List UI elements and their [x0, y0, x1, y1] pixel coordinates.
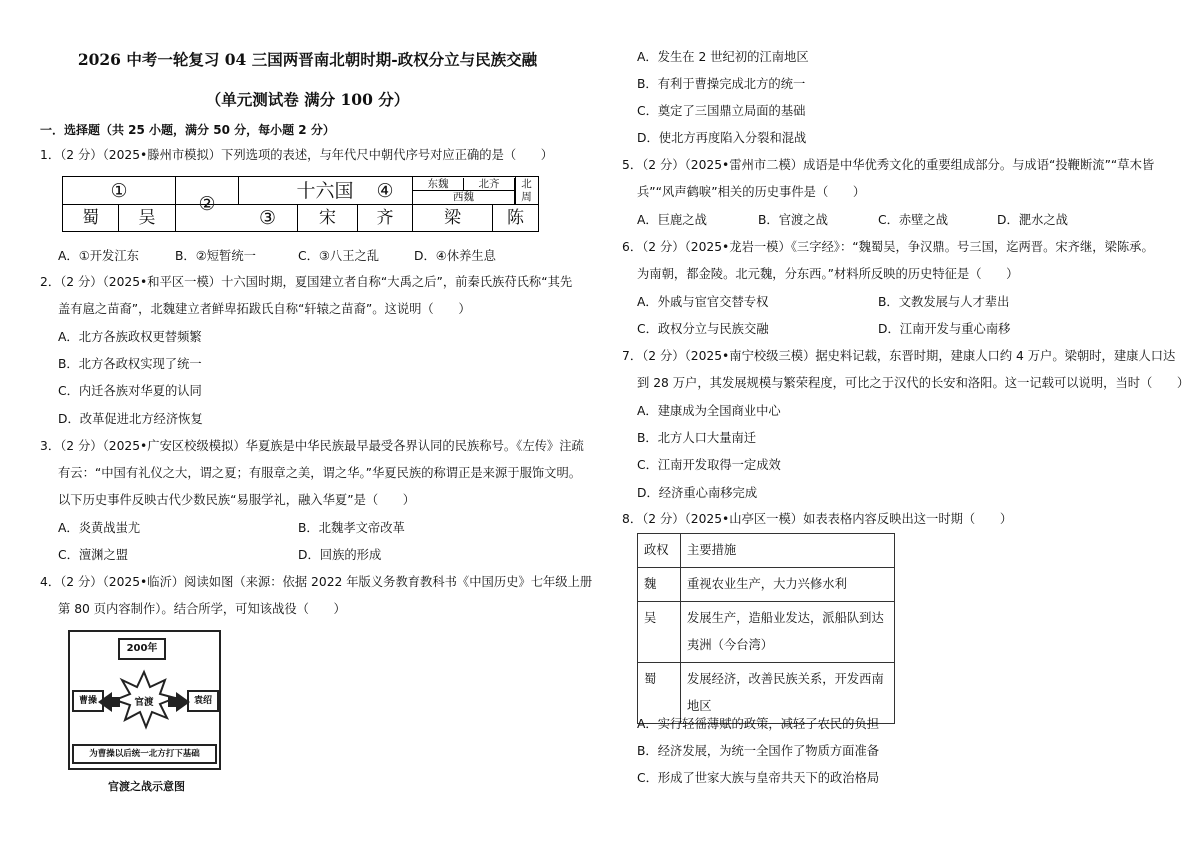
map-bottom-label: 为曹操以后统一北方打下基础: [72, 744, 217, 764]
q4-option-d[interactable]: D．使北方再度陷入分裂和混战: [637, 131, 807, 145]
table-header-measures: 主要措施: [681, 534, 895, 568]
timeline-cell-wu: 吴: [119, 204, 176, 231]
q6-option-d[interactable]: D．江南开发与重心南移: [878, 322, 1011, 336]
timeline-cell-beiqi: 北齐: [464, 178, 515, 191]
battle-map-image: [68, 630, 221, 770]
q3-option-c[interactable]: C．澶渊之盟: [58, 548, 129, 562]
question-2-stem-2: 盖有扈之苗裔”，北魏建立者鲜卑拓跋氏自称“轩辕之苗裔”。这说明（ ）: [58, 302, 471, 316]
timeline-cell-zhou: 周: [521, 191, 532, 203]
map-year: 200年: [118, 638, 166, 660]
q6-option-b[interactable]: B．文教发展与人才辈出: [878, 295, 1010, 309]
timeline-cell-qi: 齐: [358, 204, 413, 231]
q4-option-b[interactable]: B．有利于曹操完成北方的统一: [637, 77, 806, 91]
q3-option-b[interactable]: B．北魏孝文帝改革: [298, 521, 405, 535]
timeline-cell-dongwei: 东魏: [413, 178, 464, 191]
q4-option-c[interactable]: C．奠定了三国鼎立局面的基础: [637, 104, 806, 118]
table-cell-wei-measures: 重视农业生产，大力兴修水利: [681, 568, 895, 602]
timeline-cell-2: ②: [198, 193, 216, 215]
question-6-stem-1: 6．（2 分）（2025•龙岩一模）《三字经》：“魏蜀吴，争汉鼎。号三国，迄两晋。宋齐继，梁陈承。: [622, 240, 1154, 254]
page-title: 2026 中考一轮复习 04 三国两晋南北朝时期-政权分立与民族交融: [77, 50, 538, 69]
timeline-cell-chen: 陈: [507, 208, 524, 228]
q8-option-b[interactable]: B．经济发展，为统一全国作了物质方面准备: [637, 744, 880, 758]
q7-option-a[interactable]: A．建康成为全国商业中心: [637, 404, 781, 418]
q2-option-c[interactable]: C．内迁各族对华夏的认同: [58, 384, 202, 398]
question-1-stem: 1．（2 分）（2025•滕州市模拟）下列选项的表述，与年代尺中朝代序号对应正确的是（ ）: [40, 148, 554, 162]
q7-option-d[interactable]: D．经济重心南移完成: [637, 486, 758, 500]
timeline-cell-shu: 蜀: [63, 204, 119, 231]
table-cell-wu-measures: 发展生产，造船业发达，派船队到达夷洲（今台湾）: [681, 602, 895, 663]
q1-option-c[interactable]: C．③八王之乱: [298, 249, 380, 263]
q3-option-d[interactable]: D．回族的形成: [298, 548, 382, 562]
table-cell-shu: 蜀: [638, 663, 681, 724]
measures-table: [637, 533, 895, 724]
map-right-label: 袁绍: [187, 690, 219, 712]
map-caption: 官渡之战示意图: [108, 780, 185, 793]
timeline-cell-song: 宋: [298, 204, 358, 231]
q6-option-c[interactable]: C．政权分立与民族交融: [637, 322, 769, 336]
question-4-stem-1: 4．（2 分）（2025•临沂）阅读如图（来源：依据 2022 年版义务教育教科书《中国历史》七年级上册: [40, 575, 593, 589]
timeline-cell-4: ④: [358, 177, 413, 204]
timeline-cell-liang: 梁: [413, 204, 493, 231]
question-6-stem-2: 为南朝，都金陵。北元魏，分东西。”材料所反映的历史特征是（ ）: [637, 267, 1019, 281]
map-center-label: 官渡: [134, 697, 154, 708]
question-5-stem-1: 5．（2 分）（2025•雷州市二模）成语是中华优秀文化的重要组成部分。与成语“投鞭断流”“草木皆: [622, 158, 1155, 172]
question-7-stem-2: 到 28 万户，其发展规模与繁荣程度，可比之于汉代的长安和洛阳。这一记载可以说明，当时（ ）: [637, 376, 1190, 390]
question-7-stem-1: 7．（2 分）（2025•南宁校级三模）据史料记载，东晋时期，建康人口约 4 万户。梁朝时，建康人口达: [622, 349, 1176, 363]
q2-option-d[interactable]: D．改革促进北方经济恢复: [58, 412, 203, 426]
q5-option-c[interactable]: C．赤壁之战: [878, 213, 949, 227]
q1-option-b[interactable]: B．②短暂统一: [175, 249, 256, 263]
question-8-stem: 8．（2 分）（2025•山亭区一模）如表表格内容反映出这一时期（ ）: [622, 512, 1013, 526]
timeline-cell-xiwei: 西魏: [413, 191, 515, 204]
table-cell-wei: 魏: [638, 568, 681, 602]
q4-option-a[interactable]: A．发生在 2 世纪初的江南地区: [637, 50, 809, 64]
table-cell-wu: 吴: [638, 602, 681, 663]
q6-option-a[interactable]: A．外戚与宦官交替专权: [637, 295, 769, 309]
q2-option-b[interactable]: B．北方各政权实现了统一: [58, 357, 202, 371]
question-4-stem-2: 第 80 页内容制作）。结合所学，可知该战役（ ）: [58, 602, 346, 616]
q1-option-d[interactable]: D．④休养生息: [414, 249, 496, 263]
q2-option-a[interactable]: A．北方各族政权更替频繁: [58, 330, 202, 344]
q5-option-a[interactable]: A．巨鹿之战: [637, 213, 707, 227]
q7-option-c[interactable]: C．江南开发取得一定成效: [637, 458, 781, 472]
timeline-table: [62, 176, 539, 232]
q1-option-a[interactable]: A．①开发江东: [58, 249, 139, 263]
q3-option-a[interactable]: A．炎黄战蚩尤: [58, 521, 141, 535]
question-5-stem-2: 兵”“风声鹤唳”相关的历史事件是（ ）: [637, 185, 866, 199]
timeline-cell-3: ③: [238, 204, 298, 231]
timeline-cell-bei: 北: [521, 178, 532, 190]
table-header-regime: 政权: [638, 534, 681, 568]
section-heading: 一．选择题（共 25 小题，满分 50 分，每小题 2 分）: [40, 123, 335, 137]
map-left-label: 曹操: [72, 690, 104, 712]
q8-option-a[interactable]: A．实行轻徭薄赋的政策，减轻了农民的负担: [637, 717, 880, 731]
page-subtitle: （单元测试卷 满分 100 分）: [205, 90, 410, 109]
question-3-stem-1: 3．（2 分）（2025•广安区校级模拟）华夏族是中华民族最早最受各界认同的民族称号。《左传》注疏: [40, 439, 584, 453]
question-2-stem-1: 2．（2 分）（2025•和平区一模）十六国时期，夏国建立者自称“大禹之后”，前秦氏族苻氏称“其先: [40, 275, 573, 289]
q5-option-d[interactable]: D．淝水之战: [997, 213, 1068, 227]
q5-option-b[interactable]: B．官渡之战: [758, 213, 828, 227]
table-cell-shu-measures: 发展经济，改善民族关系，开发西南地区: [681, 663, 895, 724]
q7-option-b[interactable]: B．北方人口大量南迁: [637, 431, 757, 445]
question-3-stem-3: 以下历史事件反映古代少数民族“易服学礼，融入华夏”是（ ）: [58, 493, 416, 507]
question-3-stem-2: 有云：“中国有礼仪之大，谓之夏；有服章之美，谓之华。”华夏民族的称谓正是来源于服饰文明。: [58, 466, 582, 480]
timeline-cell-1: ①: [63, 177, 176, 204]
q8-option-c[interactable]: C．形成了世家大族与皇帝共天下的政治格局: [637, 771, 880, 785]
timeline-cell-16: 十六国: [238, 177, 413, 204]
